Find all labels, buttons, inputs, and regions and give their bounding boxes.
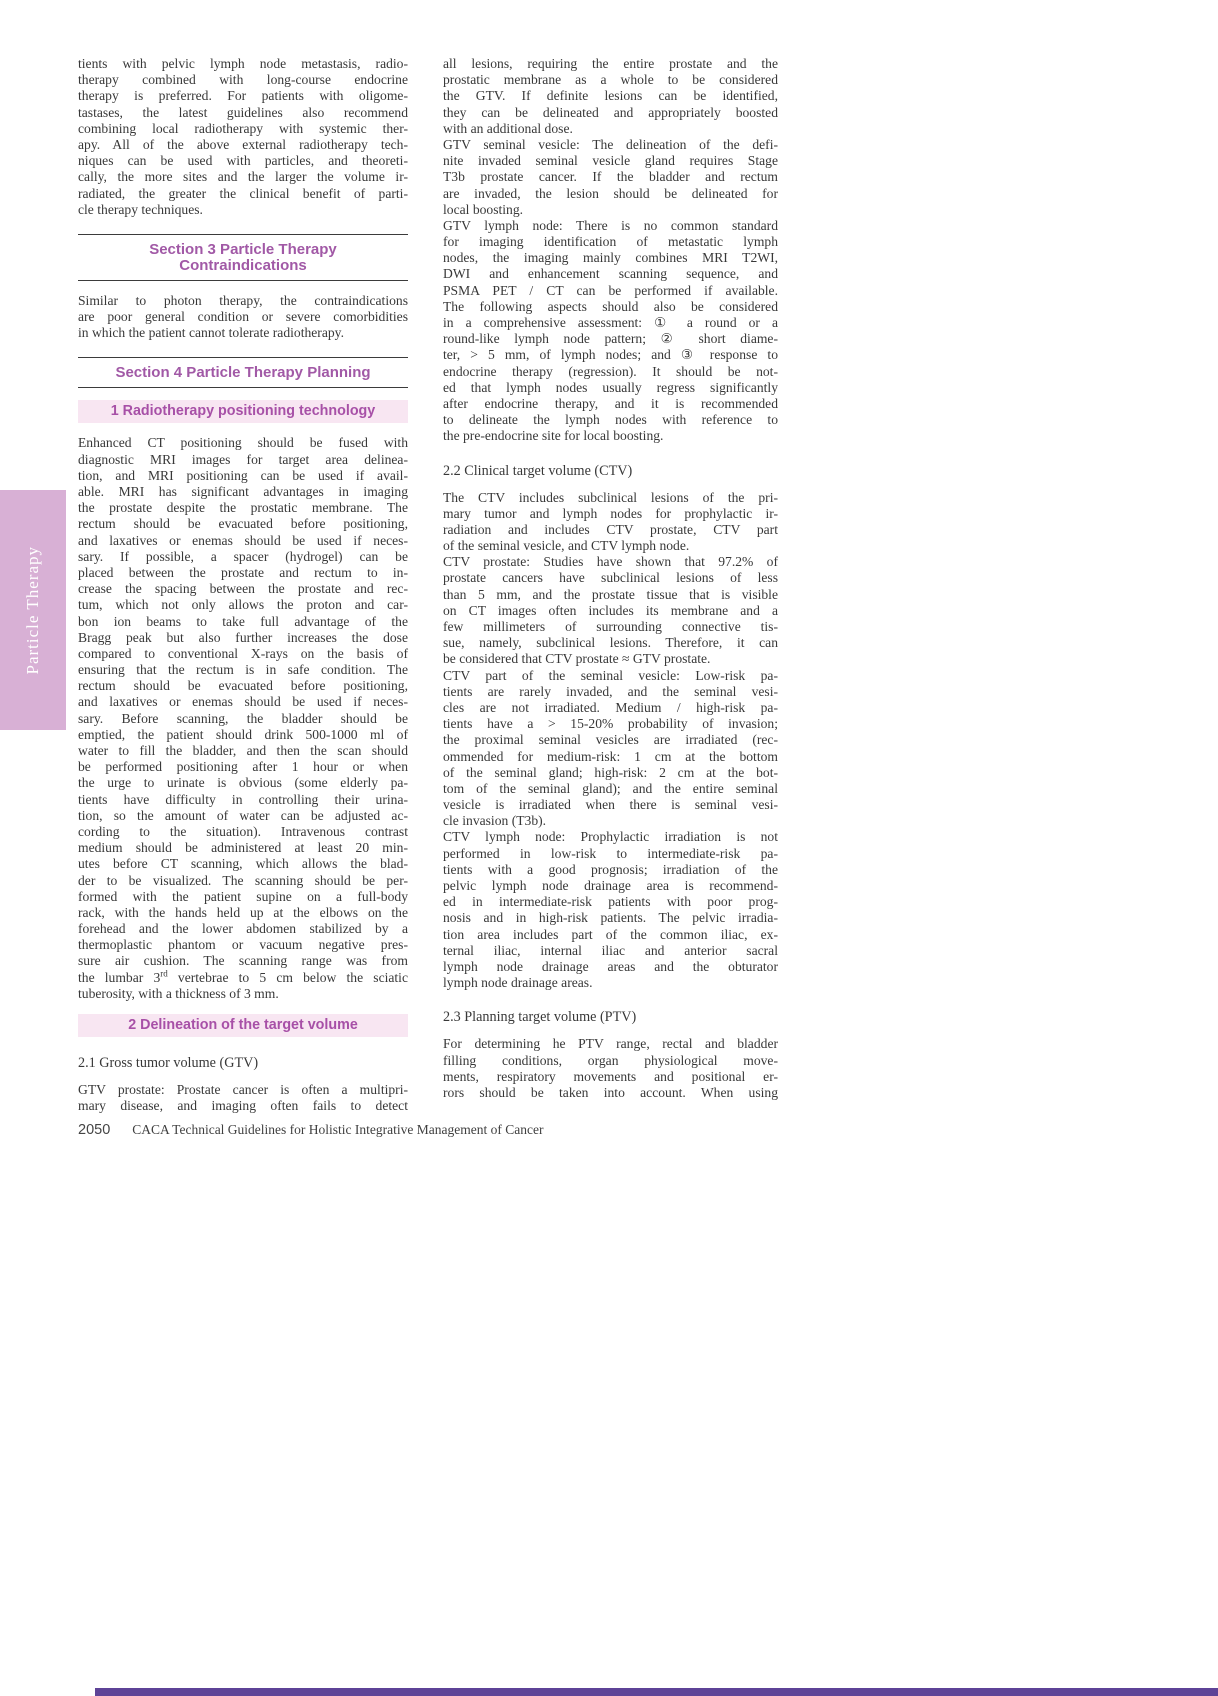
text-line: niques can be used with particles, and theoreti-: [78, 153, 408, 169]
section-heading-line: Contraindications: [179, 256, 307, 274]
text-line: local boosting.: [443, 201, 524, 217]
text-line: cally, the more sites and the larger the volume ir-: [78, 169, 408, 185]
section-heading: [78, 357, 408, 388]
text-line: forehead and the lower abdomen stabilized by a: [78, 921, 408, 937]
page-footer: [78, 1122, 543, 1138]
text-line: the lumbar 3rd vertebrae to 5 cm below the sciatic: [78, 968, 408, 985]
text-line: sary. Before scanning, the bladder should be: [78, 710, 408, 726]
text-line: performed in low-risk to intermediate-risk pa-: [443, 845, 778, 861]
text-line: crease the spacing between the prostate and rec-: [78, 581, 408, 597]
text-line: after endocrine therapy, and it is recommended: [443, 395, 778, 411]
text-line: for imaging identification of metastatic lymph: [443, 234, 778, 250]
text-line: tion, so the amount of water can be adjusted ac-: [78, 807, 408, 823]
text-line: tion area includes part of the common iliac, ex-: [443, 926, 778, 942]
text-line: all lesions, requiring the entire prostate and the: [443, 56, 778, 71]
text-line: filling conditions, organ physiological move-: [443, 1052, 778, 1068]
text-line: cording to the situation). Intravenous contrast: [78, 823, 408, 839]
text-line: tients are rarely invaded, and the seminal vesi-: [443, 683, 778, 699]
text-line: round-like lymph node pattern; ② short diame-: [443, 331, 778, 347]
text-line: The CTV includes subclinical lesions of the pri-: [443, 489, 778, 505]
text-line: on CT images often includes its membrane and a: [443, 602, 778, 618]
text-line: sue, namely, subclinical lesions. Therefore, it can: [443, 635, 778, 651]
text-line: to delineate the lymph nodes with reference to: [443, 412, 778, 428]
text-line: Enhanced CT positioning should be fused with: [78, 435, 408, 451]
right-text-column: [443, 56, 778, 1101]
text-line: lymph node drainage areas.: [443, 975, 593, 991]
text-line: in a comprehensive assessment: ① a round or a: [443, 315, 778, 330]
paragraph: [443, 490, 778, 555]
text-line: vesicle is irradiated when there is seminal vesi-: [443, 797, 778, 813]
text-line: mary disease, and imaging often fails to detect: [78, 1098, 408, 1114]
text-line: nosis and in high-risk patients. The pelvic irradia-: [443, 910, 778, 926]
text-line: rectum should be evacuated before positioning,: [78, 678, 408, 694]
text-line: tients with pelvic lymph node metastasis, radio-: [78, 56, 408, 71]
section-heading-line: Section 3 Particle Therapy: [149, 240, 337, 258]
text-line: bon ion beams to take full advantage of the: [78, 613, 408, 629]
text-line: tom of the seminal gland); and the entire seminal: [443, 780, 778, 796]
text-line: ensuring that the rectum is in safe condition. The: [78, 662, 408, 678]
text-line: and laxatives or enemas should be used if neces-: [78, 532, 408, 548]
text-line: the prostate despite the prostatic membrane. The: [78, 500, 408, 516]
text-line: ter, > 5 mm, of lymph nodes; and ③ response to: [443, 347, 778, 363]
subheading-band: 2 Delineation of the target volume: [78, 1014, 408, 1037]
text-line: ed in intermediate-risk patients with poor prog-: [443, 894, 778, 910]
footer-book-title: CACA Technical Guidelines for Holistic Integrative Management of Cancer: [132, 1122, 544, 1137]
text-line: of the seminal vesicle, and CTV lymph node.: [443, 538, 690, 554]
subsection-heading: 2.2 Clinical target volume (CTV): [443, 462, 633, 479]
text-line: DWI and enhancement scanning sequence, and: [443, 266, 778, 282]
text-line: the proximal seminal vesicles are irradiated (rec-: [443, 732, 778, 748]
text-line: utes before CT scanning, which allows the blad-: [78, 856, 408, 872]
text-line: mary tumor and lymph nodes for prophylactic ir-: [443, 505, 778, 521]
text-line: tum, which not only allows the proton and car-: [78, 597, 408, 613]
paragraph: [443, 554, 778, 667]
text-line: sary. If possible, a spacer (hydrogel) can be: [78, 548, 408, 564]
text-line: The following aspects should also be considered: [443, 298, 778, 314]
text-line: tion, and MRI positioning can be used if avail-: [78, 467, 408, 483]
bottom-accent-bar: [95, 1688, 1218, 1696]
text-line: water to fill the bladder, and then the scan should: [78, 743, 408, 758]
left-text-column: [78, 56, 408, 1114]
text-line: be considered that CTV prostate ≈ GTV prostate.: [443, 651, 711, 667]
text-line: cle therapy techniques.: [78, 201, 203, 217]
text-line: ed that lymph nodes usually regress significantly: [443, 379, 778, 395]
text-line: GTV seminal vesicle: The delineation of the defi-: [443, 136, 778, 152]
text-line: CTV prostate: Studies have shown that 97.2% of: [443, 554, 778, 570]
text-line: nite invaded seminal vesicle gland requires Stage: [443, 153, 778, 169]
text-line: in which the patient cannot tolerate radiotherapy.: [78, 325, 344, 341]
text-line: therapy combined with long-course endocrine: [78, 72, 408, 88]
text-line: pelvic lymph node drainage area is recommend-: [443, 878, 778, 893]
text-line: ments, respiratory movements and positional er-: [443, 1068, 778, 1084]
subsection-heading: 2.3 Planning target volume (PTV): [443, 1009, 637, 1026]
page-number: 2050: [78, 1122, 111, 1138]
text-line: of the seminal gland; high-risk: 2 cm at the bot-: [443, 764, 778, 780]
text-line: tients with a good prognosis; irradiation of the: [443, 861, 778, 877]
text-line: nodes, the imaging mainly combines MRI T2WI,: [443, 250, 778, 266]
text-line: lymph node drainage areas and the obturator: [443, 958, 778, 974]
text-line: and laxatives or enemas should be used if neces-: [78, 694, 408, 710]
text-line: ternal iliac, internal iliac and anterior sacral: [443, 942, 778, 958]
text-line: medium should be administered at least 20 min-: [78, 840, 408, 856]
paragraph: [78, 293, 408, 342]
text-line: placed between the prostate and rectum to in-: [78, 564, 408, 580]
text-line: GTV prostate: Prostate cancer is often a multipri-: [78, 1082, 408, 1097]
text-line: tuberosity, with a thickness of 3 mm.: [78, 985, 279, 1001]
text-line: few millimeters of surrounding connective tis-: [443, 619, 778, 634]
paragraph: [78, 1082, 408, 1114]
section-heading-line: Section 4 Particle Therapy Planning: [115, 364, 371, 382]
text-line: the pre-endocrine site for local boosting.: [443, 428, 664, 444]
text-line: be performed positioning after 1 hour or when: [78, 759, 408, 775]
text-line: tients have a > 15-20% probability of invasion;: [443, 716, 778, 732]
text-line: Similar to photon therapy, the contraindications: [78, 292, 408, 308]
paragraph: [78, 435, 408, 1002]
subheading-band: 1 Radiotherapy positioning technology: [78, 400, 408, 423]
text-line: Bragg peak but also further increases the dose: [78, 629, 408, 645]
text-line: able. MRI has significant advantages in imaging: [78, 484, 408, 499]
text-line: radiation and includes CTV prostate, CTV part: [443, 521, 778, 537]
paragraph: [78, 56, 408, 218]
paragraph: [443, 1036, 778, 1101]
paragraph: [443, 56, 778, 137]
text-line: CTV lymph node: Prophylactic irradiation is not: [443, 829, 778, 845]
text-line: diagnostic MRI images for target area delinea-: [78, 451, 408, 467]
chapter-side-tab: [0, 490, 66, 730]
text-line: therapy is preferred. For patients with oligome-: [78, 88, 408, 104]
text-line: thermoplastic phantom or vacuum negative pres-: [78, 937, 408, 953]
text-line: CTV part of the seminal vesicle: Low-risk pa-: [443, 667, 778, 683]
text-line: emptied, the patient should drink 500-1000 ml of: [78, 726, 408, 742]
paragraph: [443, 137, 778, 218]
text-line: tastases, the latest guidelines also recommend: [78, 104, 408, 120]
text-line: rack, with the hands held up at the elbows on the: [78, 904, 408, 920]
text-line: apy. All of the above external radiotherapy tech-: [78, 136, 408, 152]
paragraph: [443, 218, 778, 445]
text-line: formed with the patient supine on a full-body: [78, 888, 408, 904]
text-line: tients have difficulty in controlling their urina-: [78, 791, 408, 807]
text-line: cles are not irradiated. Medium / high-risk pa-: [443, 699, 778, 715]
text-line: prostatic membrane as a whole to be considered: [443, 72, 778, 88]
text-line: combining local radiotherapy with systemic ther-: [78, 120, 408, 136]
paragraph: [443, 668, 778, 830]
text-line: cle invasion (T3b).: [443, 813, 547, 829]
paragraph: [443, 829, 778, 991]
text-line: sure air cushion. The scanning range was from: [78, 953, 408, 969]
chapter-side-tab-label: Particle Therapy: [23, 545, 42, 675]
text-line: rors should be taken into account. When using: [443, 1084, 778, 1100]
text-line: T3b prostate cancer. If the bladder and rectum: [443, 169, 778, 185]
text-line: with an additional dose.: [443, 120, 573, 136]
text-line: ommended for medium-risk: 1 cm at the bottom: [443, 748, 778, 764]
text-line: prostate cancers have subclinical lesions of less: [443, 570, 778, 586]
text-line: are invaded, the lesion should be delineated for: [443, 185, 778, 201]
text-line: are poor general condition or severe comorbidities: [78, 309, 408, 325]
text-line: rectum should be evacuated before positioning,: [78, 516, 408, 532]
text-line: than 5 mm, and the prostate tissue that is visible: [443, 586, 778, 602]
text-line: compared to conventional X-rays on the basis of: [78, 645, 408, 661]
text-line: For determining he PTV range, rectal and bladder: [443, 1036, 778, 1052]
text-line: PSMA PET / CT can be performed if available.: [443, 282, 778, 298]
text-line: GTV lymph node: There is no common standard: [443, 217, 778, 233]
text-line: the urge to urinate is obvious (some elderly pa-: [78, 775, 408, 791]
section-heading: [78, 234, 408, 281]
text-line: endocrine therapy (regression). It should be not-: [443, 363, 778, 379]
text-line: they can be delineated and appropriately boosted: [443, 104, 778, 120]
text-line: radiated, the greater the clinical benefit of parti-: [78, 185, 408, 201]
text-line: der to be visualized. The scanning should be per-: [78, 872, 408, 888]
text-line: the GTV. If definite lesions can be identified,: [443, 88, 778, 104]
subsection-heading: 2.1 Gross tumor volume (GTV): [78, 1055, 259, 1071]
